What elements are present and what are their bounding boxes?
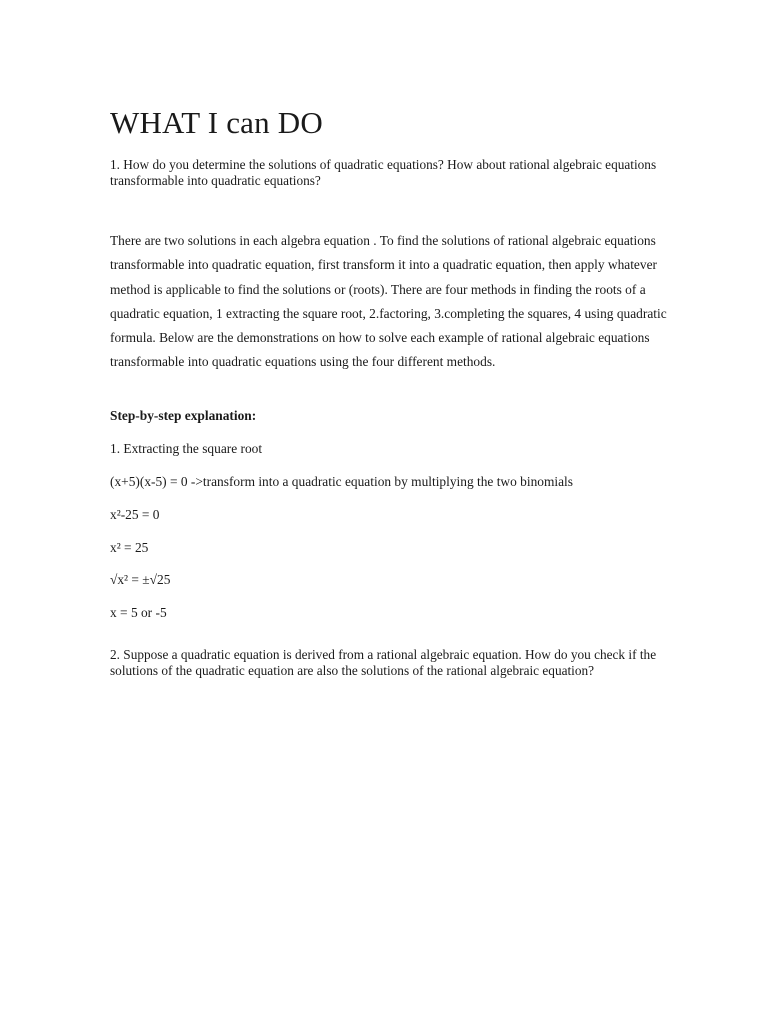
solution-step-3: x² = 25 [110,540,149,555]
solution-step-5: x = 5 or -5 [110,605,167,620]
page-title: WHAT I can DO [110,105,323,140]
solution-step-1: (x+5)(x-5) = 0 ->transform into a quadratic equation by multiplying the two binomials [110,474,573,489]
question-2: 2. Suppose a quadratic equation is derived from a rational algebraic equation. How do you check if the solutions of the quadratic equation are also the solutions of the rational algebraic equation? [110,647,657,678]
solution-step-2: x²-25 = 0 [110,507,160,522]
method-1-label: 1. Extracting the square root [110,441,263,456]
solution-step-4: √x² = ±√25 [110,572,171,587]
answer-paragraph: There are two solutions in each algebra equation . To find the solutions of rational algebraic equations transformable into quadratic equation, first transform it into a quadratic equation, then apply whatever method is applicable to find the solutions or (roots). There are four methods in finding the roots of a quadratic equation, 1 extracting the square root, 2.factoring, 3.completing the squares, 4 using quadratic formula. Below are the demonstrations on how to solve each example of rational algebraic equations transformable into quadratic equations using the four different methods. [110,233,667,370]
explanation-heading: Step-by-step explanation: [110,408,257,423]
question-1: 1. How do you determine the solutions of quadratic equations? How about rational algebraic equations transformable into quadratic equations? [110,157,657,188]
